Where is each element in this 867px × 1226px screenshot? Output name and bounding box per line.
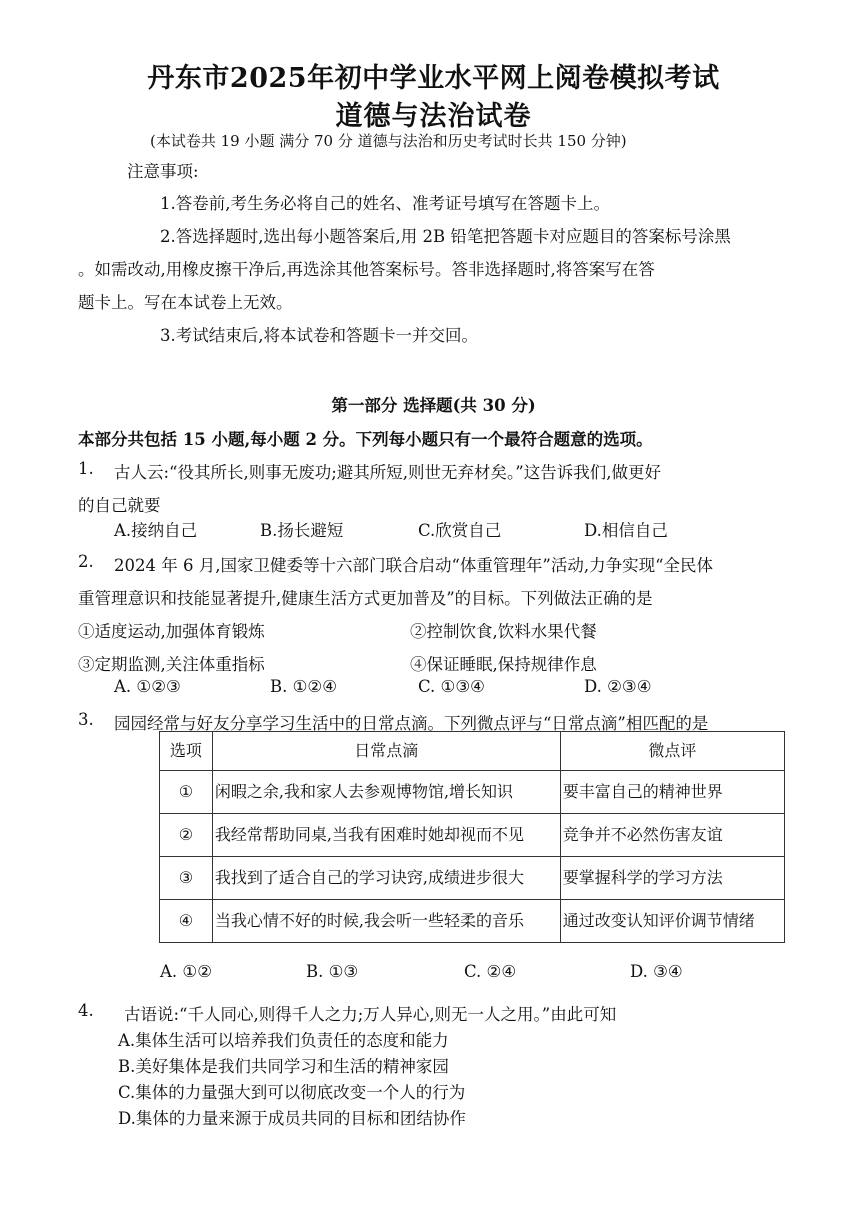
q2-option-a: A. ①②③ bbox=[114, 677, 181, 696]
row-comment: 要丰富自己的精神世界 bbox=[560, 771, 784, 814]
table-header-option: 选项 bbox=[160, 732, 213, 771]
q1-stem: 古人云:“役其所长,则事无废功;避其所短,则世无弃材矣。”这告诉我们,做更好 bbox=[114, 463, 661, 482]
table-header-comment: 微点评 bbox=[560, 732, 784, 771]
notice-item-2: 2.答选择题时,选出每小题答案后,用 2B 铅笔把答题卡对应题目的答案标号涂黑 bbox=[160, 227, 731, 246]
table-row bbox=[160, 814, 785, 857]
q2-option-b: B. ①②④ bbox=[270, 677, 337, 696]
q4-option-b: B.美好集体是我们共同学习和生活的精神家园 bbox=[118, 1057, 449, 1076]
row-number: ① bbox=[160, 771, 213, 814]
row-daily: 我找到了适合自己的学习诀窍,成绩进步很大 bbox=[212, 857, 560, 900]
q2-option-d: D. ②③④ bbox=[584, 677, 652, 696]
exam-title: 丹东市2025年初中学业水平网上阅卷模拟考试 bbox=[147, 63, 720, 94]
table-header-row bbox=[160, 732, 785, 771]
row-daily: 当我心情不好的时候,我会听一些轻柔的音乐 bbox=[212, 900, 560, 943]
q3-stem: 园园经常与好友分享学习生活中的日常点滴。下列微点评与“日常点滴”相匹配的是 bbox=[114, 714, 709, 733]
q2-number: 2. bbox=[78, 552, 94, 571]
q4-option-d: D.集体的力量来源于成员共同的目标和团结协作 bbox=[118, 1109, 466, 1128]
q1-option-d: D.相信自己 bbox=[584, 521, 668, 540]
row-daily: 我经常帮助同桌,当我有困难时她却视而不见 bbox=[212, 814, 560, 857]
exam-subject-title: 道德与法治试卷 bbox=[335, 101, 532, 132]
notice-heading: 注意事项: bbox=[127, 162, 199, 181]
q1-number: 1. bbox=[78, 459, 94, 478]
table-row bbox=[160, 857, 785, 900]
row-comment: 竞争并不必然伤害友谊 bbox=[560, 814, 784, 857]
section-instruction: 本部分共包括 15 小题,每小题 2 分。下列每小题只有一个最符合题意的选项。 bbox=[78, 430, 653, 449]
q1-option-c: C.欣赏自己 bbox=[418, 521, 502, 540]
row-comment: 通过改变认知评价调节情绪 bbox=[560, 900, 784, 943]
notice-item-3: 3.考试结束后,将本试卷和答题卡一并交回。 bbox=[160, 326, 478, 345]
notice-item-2-cont: 。如需改动,用橡皮擦干净后,再选涂其他答案标号。答非选择题时,将答案写在答 bbox=[78, 260, 655, 279]
q4-option-c: C.集体的力量强大到可以彻底改变一个人的行为 bbox=[118, 1083, 466, 1102]
table-row bbox=[160, 771, 785, 814]
q3-table bbox=[159, 731, 785, 943]
q3-number: 3. bbox=[78, 710, 94, 729]
q1-option-a: A.接纳自己 bbox=[114, 521, 198, 540]
q4-option-a: A.集体生活可以培养我们负责任的态度和能力 bbox=[118, 1031, 449, 1050]
q2-option-c: C. ①③④ bbox=[418, 677, 485, 696]
q3-option-a: A. ①② bbox=[160, 962, 212, 981]
exam-info-note: (本试卷共 19 小题 满分 70 分 道德与法治和历史考试时长共 150 分钟) bbox=[150, 132, 627, 150]
row-comment: 要掌握科学的学习方法 bbox=[560, 857, 784, 900]
row-number: ③ bbox=[160, 857, 213, 900]
q2-item-2: ②控制饮食,饮料水果代餐 bbox=[410, 622, 597, 641]
table-header-daily: 日常点滴 bbox=[212, 732, 560, 771]
q1-stem-cont: 的自己就要 bbox=[78, 496, 161, 515]
q1-option-b: B.扬长避短 bbox=[260, 521, 344, 540]
q2-item-4: ④保证睡眠,保持规律作息 bbox=[410, 655, 597, 674]
q2-stem: 2024 年 6 月,国家卫健委等十六部门联合启动“体重管理年”活动,力争实现“全民体 bbox=[114, 556, 714, 575]
q2-stem-cont: 重管理意识和技能显著提升,健康生活方式更加普及”的目标。下列做法正确的是 bbox=[78, 589, 653, 608]
row-number: ④ bbox=[160, 900, 213, 943]
section-title: 第一部分 选择题(共 30 分) bbox=[331, 396, 536, 415]
q2-item-3: ③定期监测,关注体重指标 bbox=[78, 655, 265, 674]
q3-option-d: D. ③④ bbox=[630, 962, 683, 981]
q3-option-b: B. ①③ bbox=[306, 962, 359, 981]
q4-stem: 古语说:“千人同心,则得千人之力;万人异心,则无一人之用。”由此可知 bbox=[124, 1005, 617, 1024]
notice-item-2-cont2: 题卡上。写在本试卷上无效。 bbox=[78, 293, 293, 312]
q3-option-c: C. ②④ bbox=[464, 962, 517, 981]
row-daily: 闲暇之余,我和家人去参观博物馆,增长知识 bbox=[212, 771, 560, 814]
row-number: ② bbox=[160, 814, 213, 857]
table-row bbox=[160, 900, 785, 943]
notice-item-1: 1.答卷前,考生务必将自己的姓名、准考证号填写在答题卡上。 bbox=[160, 194, 610, 213]
q2-item-1: ①适度运动,加强体育锻炼 bbox=[78, 622, 265, 641]
q4-number: 4. bbox=[78, 1001, 94, 1020]
